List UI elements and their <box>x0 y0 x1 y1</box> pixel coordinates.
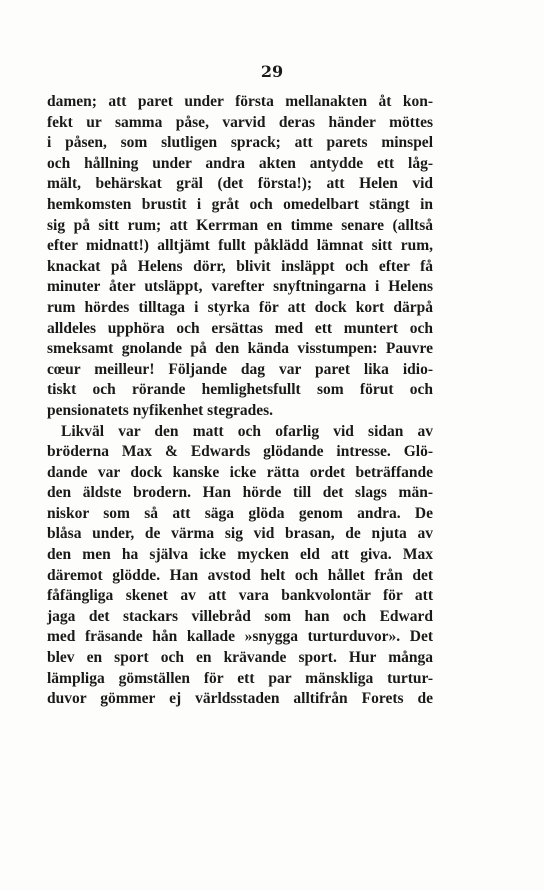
text-line: rum hördes tilltaga i styrka för att dock kort därpå <box>47 298 433 316</box>
text-line: den men ha själva icke mycken eld att giva. Max <box>47 546 433 564</box>
text-line: hemkomsten brustit i gråt och omedelbart stängt in <box>47 195 433 213</box>
text-line: minuter åter utsläppt, varefter snyftningarna i Helens <box>47 278 433 296</box>
text-line: knackat på Helens dörr, blivit insläppt och efter få <box>47 257 433 275</box>
text-line: och hållning under andra akten antydde ett låg- <box>47 154 433 172</box>
text-line: blev en sport och en krävande sport. Hur många <box>47 649 433 667</box>
text-line: smeksamt gnolande på den kända visstumpen: Pauvre <box>47 340 433 358</box>
text-line: blåsa under, de värma sig vid brasan, de njuta av <box>47 525 433 543</box>
text-line: lämpliga gömställen för ett par mänskliga turtur- <box>47 669 433 687</box>
text-line: fekt ur samma påse, varvid deras händer möttes <box>47 113 433 131</box>
page-number: 29 <box>260 62 284 81</box>
text-line: jaga det stackars villebråd som han och Edward <box>47 607 433 625</box>
text-line: niskor som så att säga glöda genom andra. De <box>47 504 433 522</box>
paragraph-end-line: pensionatets nyfikenhet stegrades. <box>47 401 274 419</box>
paragraph-start-line: Likväl var den matt och ofarlig vid sidan av <box>61 422 433 440</box>
text-line: damen; att paret under första mellanakten åt kon- <box>47 93 433 110</box>
text-line: tiskt och rörande hemlighetsfullt som förut och <box>47 381 433 399</box>
text-line: i påsen, som slutligen sprack; att parets minspel <box>47 134 433 152</box>
text-line: sig på sitt rum; att Kerrman en timme senare (alltså <box>47 216 433 234</box>
text-line: den äldste brodern. Han hörde till det slags män- <box>47 484 433 502</box>
text-line: efter midnatt!) alltjämt fullt påklädd lämnat sitt rum, <box>47 237 433 255</box>
text-line: duvor gömmer ej världsstaden alltifrån Forets de <box>47 690 433 708</box>
text-line: mält, behärskat gräl (det första!); att Helen vid <box>47 175 433 193</box>
text-line: cœur meilleur! Följande dag var paret lika idio- <box>47 360 433 378</box>
text-line: med fräsande hån kallade »snygga turturduvor». Det <box>47 628 433 646</box>
text-line: däremot glödde. Han avstod helt och hållet från det <box>47 566 433 584</box>
text-line: bröderna Max & Edwards glödande intresse. Glö- <box>47 443 433 461</box>
text-line: dande var dock kanske icke rätta ordet beträffande <box>47 463 433 481</box>
text-line: fåfängliga skenet av att vara bankvolontär för att <box>47 587 433 605</box>
body-text <box>47 92 433 710</box>
text-line: alldeles upphöra och ersättas med ett muntert och <box>47 319 433 337</box>
